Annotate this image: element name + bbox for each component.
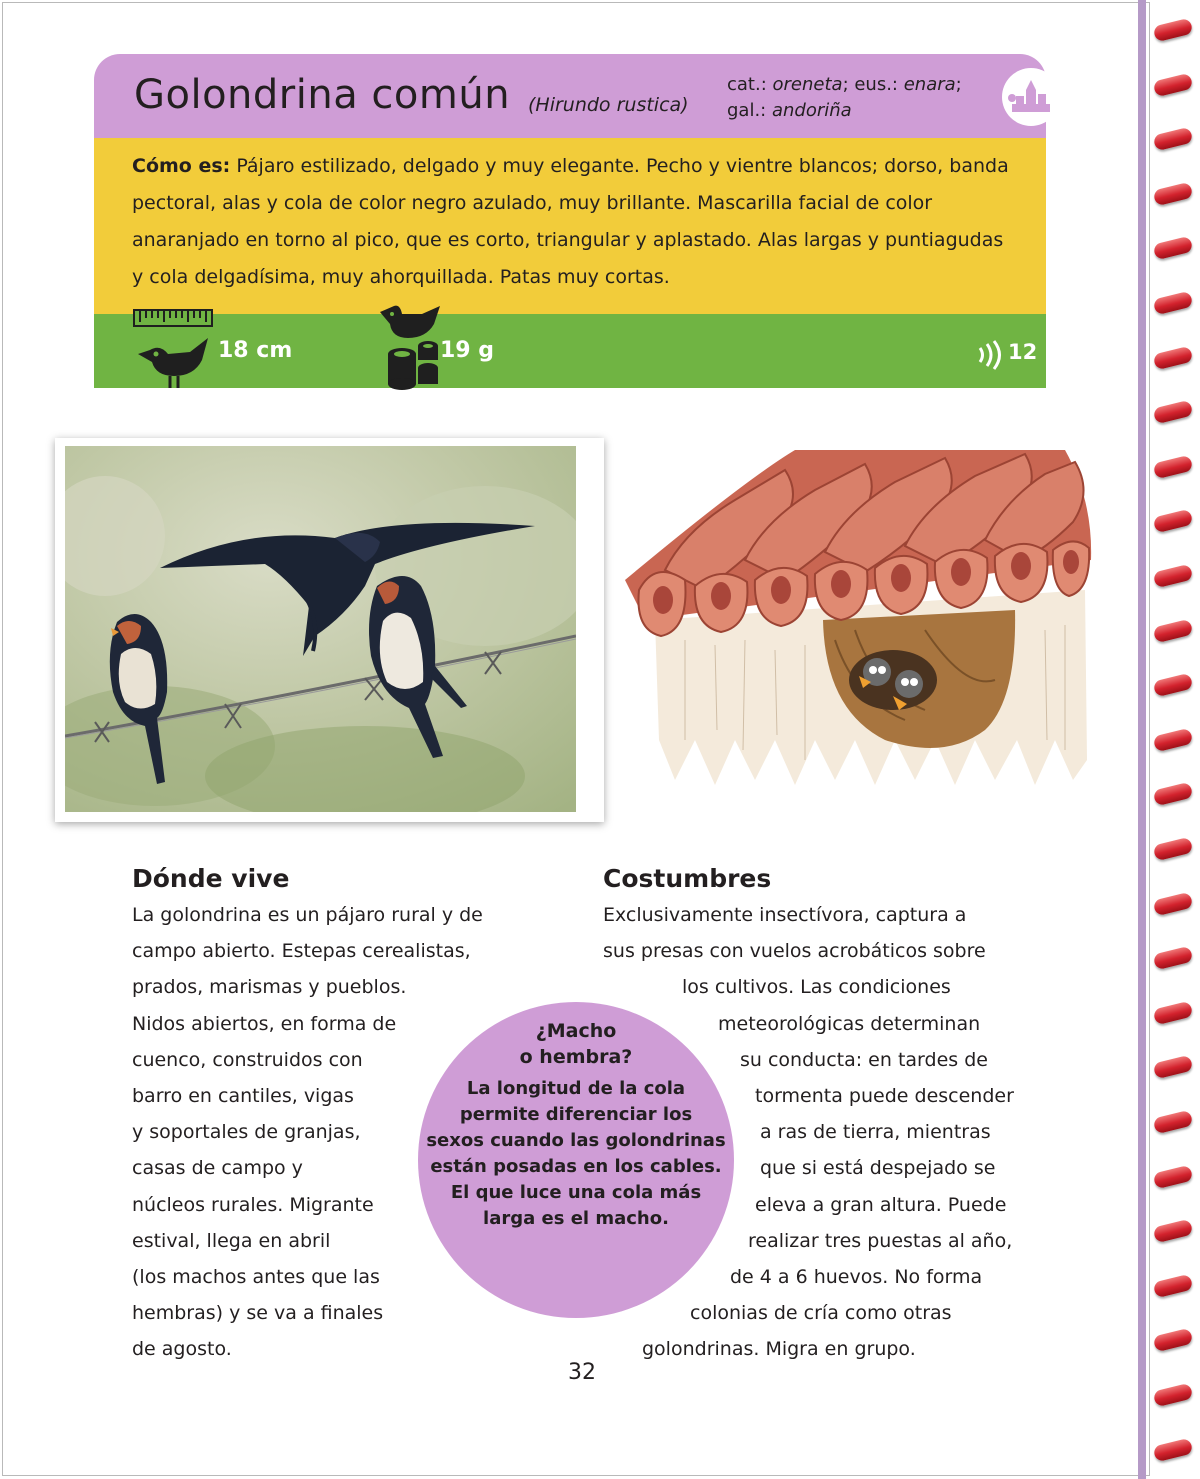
roof-tiles-nest-image bbox=[625, 440, 1095, 800]
description-text: Pájaro estilizado, delgado y muy elegante. Pecho y vientre blancos; dorso, banda pectoral, alas y cola de color negro azulado, muy brillante. Mascarilla facial de color anaranjado en torno al pico, que es corto, triangular y aplastado. Alas largas y puntiagudas y cola delgadísima, muy ahorquillada. Patas muy cortas. bbox=[132, 155, 1009, 288]
weight-value: 19 g bbox=[440, 338, 495, 363]
donde-vive-line: prados, marismas y pueblos. bbox=[132, 976, 407, 999]
description-band bbox=[94, 138, 1046, 314]
scientific-name: (Hirundo rustica) bbox=[528, 94, 689, 116]
regional-names-line-1: cat.: oreneta; eus.: enara; bbox=[727, 74, 962, 95]
spiral-coil bbox=[1153, 891, 1194, 916]
spiral-coil bbox=[1153, 400, 1194, 425]
spiral-binding bbox=[1146, 0, 1200, 1479]
nest-under-roof-illustration bbox=[625, 440, 1095, 800]
sound-waves-icon bbox=[976, 340, 1008, 370]
donde-vive-line: y soportales de granjas, bbox=[132, 1121, 361, 1144]
weight-bird-icon bbox=[378, 302, 448, 396]
donde-vive-line: (los machos antes que las bbox=[132, 1266, 380, 1288]
spiral-coil bbox=[1153, 1273, 1194, 1298]
costumbres-line: los cultivos. Las condiciones bbox=[682, 976, 951, 999]
spiral-coil bbox=[1153, 1328, 1194, 1353]
callout-title-line: ¿Macho bbox=[535, 1020, 617, 1042]
costumbres-line: colonias de cría como otras bbox=[690, 1302, 952, 1325]
spiral-coil bbox=[1153, 1437, 1194, 1462]
costumbres-heading: Costumbres bbox=[603, 864, 772, 893]
callout-body-line: permite diferenciar los bbox=[459, 1104, 693, 1125]
callout-body-line: La longitud de la cola bbox=[466, 1078, 686, 1099]
spiral-coil bbox=[1153, 72, 1194, 97]
spiral-coil bbox=[1153, 727, 1194, 752]
callout-body-line: El que luce una cola más bbox=[450, 1182, 702, 1203]
spiral-coil bbox=[1153, 1000, 1194, 1025]
ruler-bird-icon bbox=[130, 306, 216, 392]
costumbres-line: eleva a gran altura. Puede bbox=[755, 1193, 1007, 1216]
costumbres-line: de 4 a 6 huevos. No forma bbox=[730, 1266, 983, 1288]
audio-track-number[interactable]: 12 bbox=[1008, 340, 1038, 364]
spiral-coil bbox=[1153, 291, 1194, 316]
description-label: Cómo es: bbox=[132, 155, 231, 177]
costumbres-line: meteorológicas determinan bbox=[718, 1012, 981, 1035]
costumbres-line: a ras de tierra, mientras bbox=[760, 1121, 991, 1144]
macho-hembra-callout bbox=[418, 1002, 734, 1318]
spiral-coil bbox=[1153, 345, 1194, 370]
spiral-coil bbox=[1153, 618, 1194, 643]
page-edge bbox=[1138, 0, 1146, 1479]
spiral-coil bbox=[1153, 837, 1194, 862]
regional-names-line-2: gal.: andoriña bbox=[727, 100, 852, 121]
donde-vive-line: campo abierto. Estepas cerealistas, bbox=[132, 940, 471, 963]
spiral-coil bbox=[1153, 509, 1194, 534]
description bbox=[132, 148, 1012, 296]
costumbres-line: su conducta: en tardes de bbox=[740, 1048, 988, 1071]
donde-vive-line: La golondrina es un pájaro rural y de bbox=[132, 904, 483, 926]
spiral-coil bbox=[1153, 1383, 1194, 1408]
spiral-coil bbox=[1153, 454, 1194, 479]
spiral-coil bbox=[1153, 1110, 1194, 1135]
spiral-coil bbox=[1153, 782, 1194, 807]
title-band bbox=[94, 54, 1046, 138]
regional-names bbox=[727, 72, 962, 124]
spiral-coil bbox=[1153, 127, 1194, 152]
spiral-coil bbox=[1153, 1164, 1194, 1189]
spiral-coil bbox=[1153, 236, 1194, 261]
stats-band bbox=[94, 314, 1046, 388]
swallows-on-wire-image bbox=[65, 446, 576, 812]
village-habitat-icon bbox=[1002, 68, 1060, 126]
costumbres-line: golondrinas. Migra en grupo. bbox=[642, 1338, 916, 1361]
swallows-photo bbox=[55, 438, 604, 822]
costumbres-line: que si está despejado se bbox=[760, 1157, 996, 1180]
spiral-coil bbox=[1153, 181, 1194, 206]
page-number: 32 bbox=[568, 1360, 596, 1385]
species-card bbox=[94, 54, 1046, 414]
length-value: 18 cm bbox=[218, 338, 293, 363]
spiral-coil bbox=[1153, 18, 1194, 43]
donde-vive-line: hembras) y se va a finales bbox=[132, 1302, 384, 1325]
donde-vive-line: núcleos rurales. Migrante bbox=[132, 1193, 374, 1216]
spiral-coil bbox=[1153, 673, 1194, 698]
spiral-coil bbox=[1153, 1055, 1194, 1080]
callout-body-line: están posadas en los cables. bbox=[430, 1156, 722, 1177]
costumbres-line: Exclusivamente insectívora, captura a bbox=[603, 904, 967, 926]
callout-body-line: sexos cuando las golondrinas bbox=[426, 1130, 726, 1151]
donde-vive-heading: Dónde vive bbox=[132, 864, 290, 893]
donde-vive-line: Nidos abiertos, en forma de bbox=[132, 1012, 397, 1035]
costumbres-line: realizar tres puestas al año, bbox=[748, 1229, 1013, 1252]
donde-vive-line: casas de campo y bbox=[132, 1157, 303, 1180]
donde-vive-line: barro en cantiles, vigas bbox=[132, 1085, 354, 1107]
donde-vive-line: estival, llega en abril bbox=[132, 1229, 331, 1252]
callout-body-line: larga es el macho. bbox=[483, 1208, 669, 1229]
spiral-coil bbox=[1153, 946, 1194, 971]
costumbres-line: tormenta puede descender bbox=[755, 1085, 1014, 1107]
donde-vive-line: cuenco, construidos con bbox=[132, 1048, 363, 1071]
spiral-coil bbox=[1153, 564, 1194, 589]
callout-title-line: o hembra? bbox=[519, 1046, 633, 1068]
costumbres-line: sus presas con vuelos acrobáticos sobre bbox=[603, 940, 986, 963]
species-title: Golondrina común bbox=[134, 72, 511, 118]
spiral-coil bbox=[1153, 1219, 1194, 1244]
donde-vive-line: de agosto. bbox=[132, 1338, 232, 1361]
